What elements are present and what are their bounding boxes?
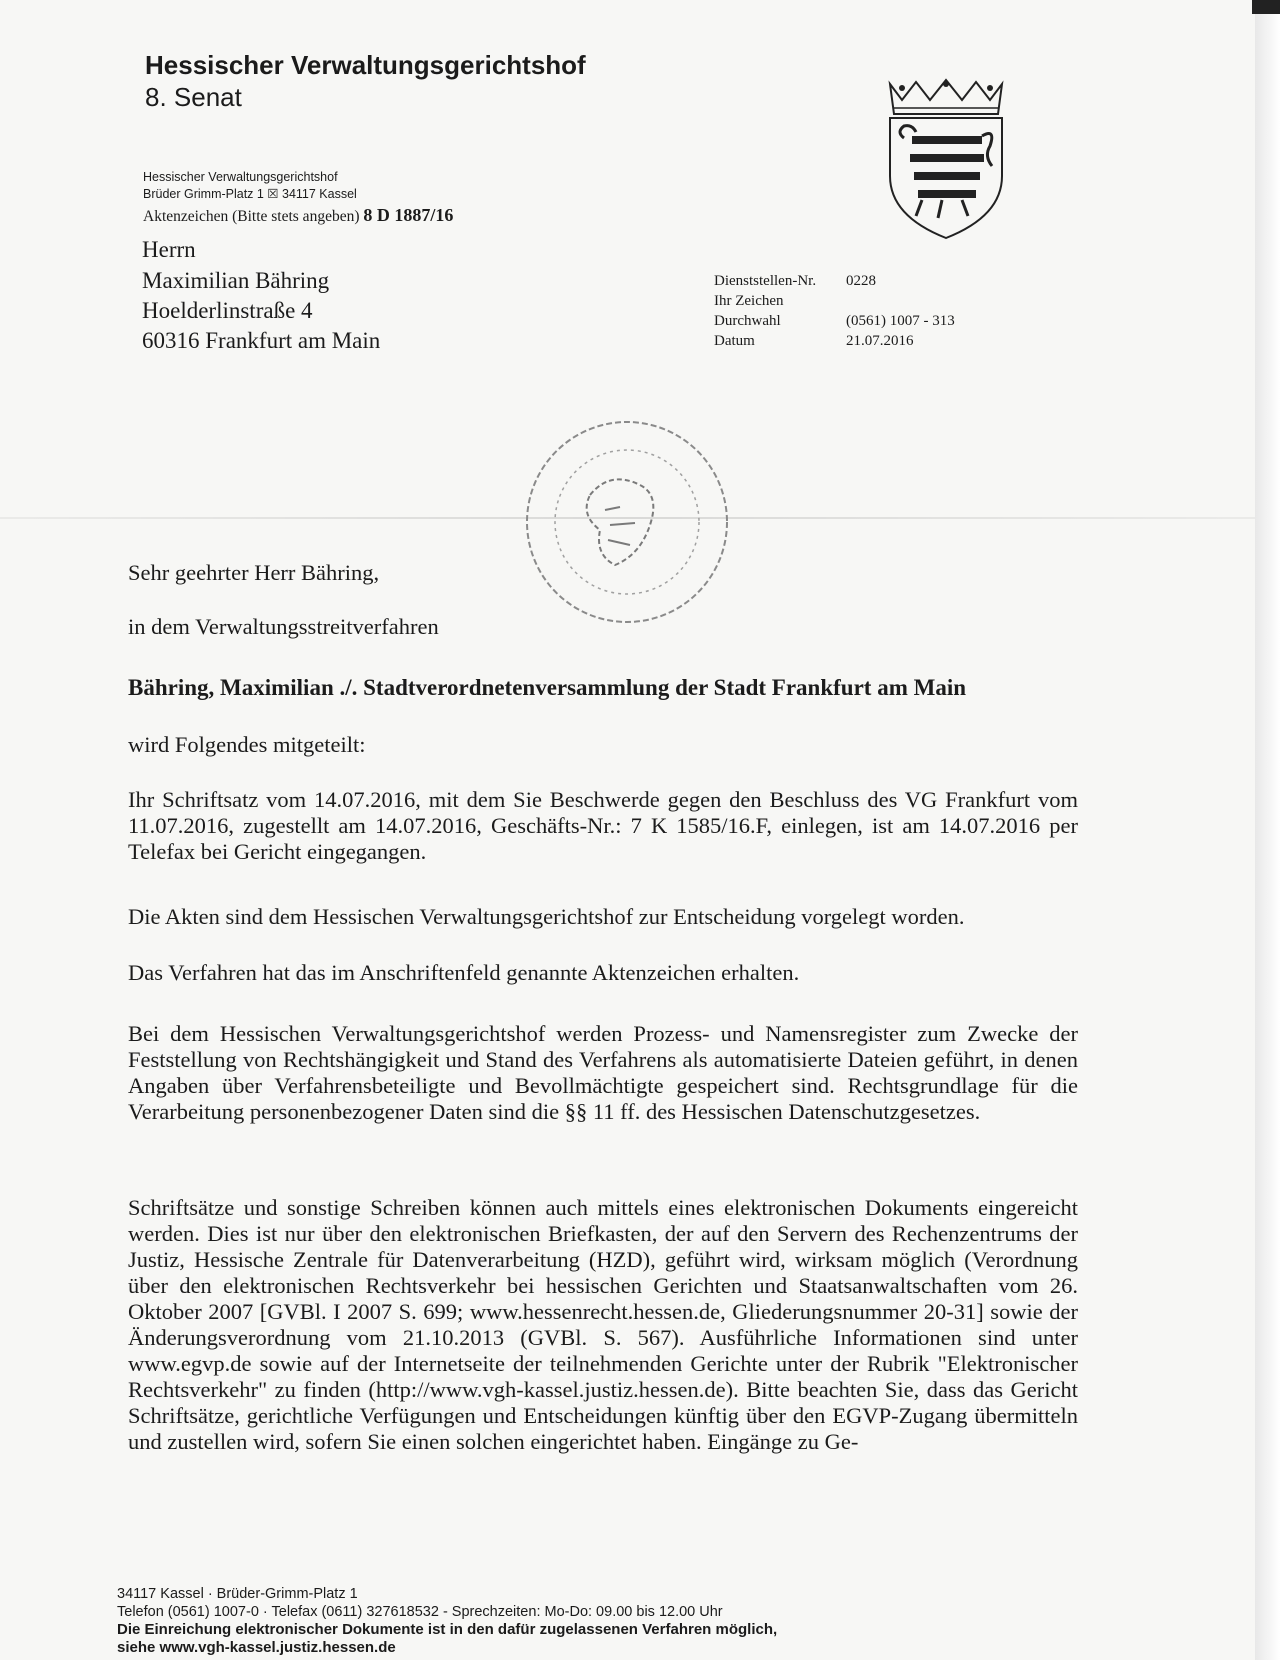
meta-label: Ihr Zeichen <box>714 293 784 309</box>
reference-line <box>143 205 453 226</box>
paragraph-receipt: Ihr Schriftsatz vom 14.07.2016, mit dem Sie Beschwerde gegen den Beschluss des VG Frankfurt vom 11.07.2016, zugestellt am 14.07.2016, Geschäfts-Nr.: 7 K 1585/16.F, einlegen, ist am 14.07.2016 per Telefax bei Gericht eingegangen. <box>128 787 1078 864</box>
recipient-city: 60316 Frankfurt am Main <box>142 328 381 353</box>
recipient-salutation: Herrn <box>142 237 196 262</box>
meta-value: 0228 <box>846 273 876 289</box>
paragraph-files: Die Akten sind dem Hessischen Verwaltungsgerichtshof zur Entscheidung vorgelegt worden. <box>128 904 965 929</box>
recipient-street: Hoelderlinstraße 4 <box>142 298 313 323</box>
reference-label: Aktenzeichen (Bitte stets angeben) <box>143 208 360 225</box>
senate-name: 8. Senat <box>145 82 242 112</box>
case-parties: Bähring, Maximilian ./. Stadtverordnetenversammlung der Stadt Frankfurt am Main <box>128 675 967 700</box>
meta-label: Dienststellen-Nr. <box>714 273 817 289</box>
paragraph-reference: Das Verfahren hat das im Anschriftenfeld genannte Aktenzeichen erhalten. <box>128 960 800 985</box>
court-name: Hessischer Verwaltungsgerichtshof <box>145 50 586 80</box>
reference-number: 8 D 1887/16 <box>363 205 454 225</box>
footer-notice: Die Einreichung elektronischer Dokumente ist in den dafür zugelassenen Verfahren möglich, <box>117 1621 778 1638</box>
meta-label: Datum <box>714 333 755 349</box>
paragraph-data-protection: Bei dem Hessischen Verwaltungsgerichtshof werden Prozess- und Namensregister zum Zwecke der Feststellung von Rechtshängigkeit und Stand des Verfahrens als automatisierte Dateien geführt, in denen Angaben über Verfahrensbeteiligte und Bevollmächtigte gespeichert sind. Rechtsgrundlage für die Verarbeitung personenbezogener Daten sind die §§ 11 ff. des Hessischen Datenschutzgesetzes. <box>128 1021 1078 1124</box>
intro-line-2: wird Folgendes mitgeteilt: <box>128 732 366 757</box>
recipient-name: Maximilian Bähring <box>142 268 330 293</box>
meta-label: Durchwahl <box>714 313 781 329</box>
scan-border <box>1252 0 1280 14</box>
footer-address: 34117 Kassel · Brüder-Grimm-Platz 1 <box>117 1586 358 1602</box>
paragraph-electronic-filing: Schriftsätze und sonstige Schreiben können auch mittels eines elektronischen Dokuments eingereicht werden. Dies ist nur über den elektronischen Briefkasten, der auf den Servern des Rechenzentrums der Justiz, Hessische Zentrale für Datenverarbeitung (HZD), geführt wird, wirksam möglich (Verordnung über den elektronischen Rechtsverkehr bei hessischen Gerichten und Staatsanwaltschaften vom 26. Oktober 2007 [GVBl. I 2007 S. 699; www.hessenrecht.hessen.de, Gliederungsnummer 20-31] sowie der Änderungsverordnung vom 21.10.2013 (GVBl. S. 567). Ausführliche Informationen sind unter www.egvp.de sowie auf der Internetseite der teilnehmenden Gerichte unter der Rubrik "Elektronischer Rechtsverkehr" zu finden (http://www.vgh-kassel.justiz.hessen.de). Bitte beachten Sie, dass das Gericht Schriftsätze, gerichtliche Verfügungen und Entscheidungen künftig über den EGVP-Zugang übermitteln und zustellen wird, sofern Sie einen solchen eingerichtet haben. Eingänge zu Ge- <box>128 1195 1078 1454</box>
footer-notice-link: siehe www.vgh-kassel.justiz.hessen.de <box>117 1639 396 1656</box>
meta-value: (0561) 1007 - 313 <box>846 313 955 329</box>
coat-of-arms-icon <box>882 76 1010 242</box>
meta-value: 21.07.2016 <box>846 333 914 349</box>
court-seal-stamp <box>520 415 735 630</box>
page-edge <box>1255 0 1280 1660</box>
footer-contact: Telefon (0561) 1007-0 · Telefax (0611) 327618532 - Sprechzeiten: Mo-Do: 09.00 bis 12.00 Uhr <box>117 1604 723 1620</box>
sender-name: Hessischer Verwaltungsgerichtshof <box>143 170 338 184</box>
intro-line: in dem Verwaltungsstreitverfahren <box>128 614 439 639</box>
sender-address: Brüder Grimm-Platz 1 ☒ 34117 Kassel <box>143 187 357 201</box>
letter-salutation: Sehr geehrter Herr Bähring, <box>128 560 380 585</box>
